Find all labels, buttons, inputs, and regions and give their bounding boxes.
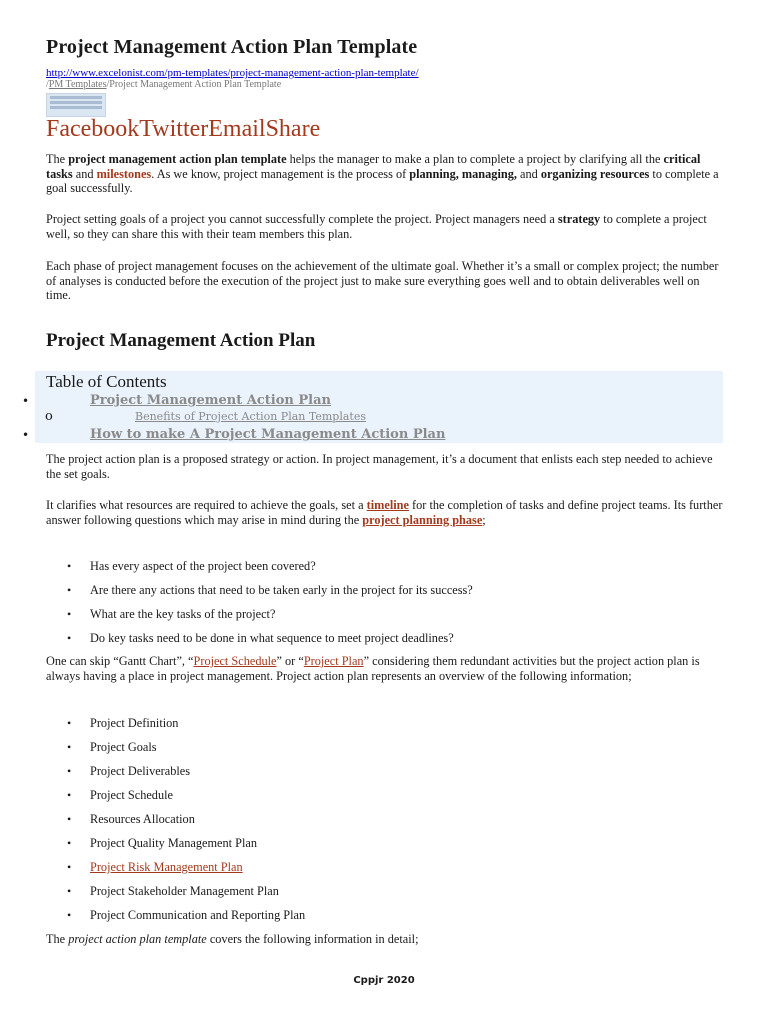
project-plan-link[interactable]: Project Plan [303, 654, 364, 668]
list-item: • Project Quality Management Plan [67, 836, 257, 850]
overview-paragraph: One can skip “Gantt Chart”, “Project Schedule” or “Project Plan” considering them redundant activities but the project action plan is always having a place in project management. Project action plan represents an overview of the following information; [46, 654, 700, 683]
bold-term: organizing resources [540, 166, 650, 181]
template-thumbnail-image [46, 93, 106, 117]
questions-list [0, 554, 473, 650]
list-item: • Has every aspect of the project been covered? [67, 559, 316, 573]
list-item: • Project Stakeholder Management Plan [67, 884, 279, 898]
bold-term: planning, managing, [409, 166, 517, 181]
list-item: • Project Definition [67, 716, 179, 730]
bold-term: project management action plan template [68, 152, 287, 166]
list-item: • Project Communication and Reporting Plan [67, 908, 306, 922]
bold-term: critical tasks [46, 152, 701, 181]
information-list [0, 711, 305, 927]
breadcrumb-link-pm-templates[interactable]: PM Templates [48, 79, 107, 90]
toc-bullet: • [22, 428, 30, 442]
breadcrumb-separator: / [46, 79, 49, 90]
resources-paragraph: It clarifies what resources are required to achieve the goals, set a timeline for the completion of tasks and define project teams. Its further answer following questions which may arise in mind during the project planning phase; [46, 498, 723, 527]
toc-link-action-plan[interactable]: Project Management Action Plan [90, 393, 331, 408]
italic-term: project action plan template [68, 932, 207, 946]
toc-link-benefits[interactable]: Benefits of Project Action Plan Templates [135, 410, 366, 423]
closing-paragraph: The project action plan template covers the following information in detail; [46, 932, 419, 946]
project-planning-phase-link[interactable]: project planning phase [362, 512, 483, 527]
toc-bullet: • [22, 394, 30, 408]
breadcrumb-current: /Project Management Action Plan Template [106, 79, 282, 90]
strategy-paragraph: Project setting goals of a project you cannot successfully complete the project. Project managers need a strategy to complete a project well, so they can share this with their team members this plan. [46, 212, 707, 241]
list-item: • Project Goals [67, 740, 157, 754]
bold-term: strategy [557, 212, 601, 226]
page-footer: Cppjr 2020 [353, 975, 415, 986]
risk-management-plan-link[interactable]: Project Risk Management Plan [90, 860, 243, 874]
toc-link-how-to-make[interactable]: How to make A Project Management Action Plan [90, 427, 446, 442]
list-item: • Are there any actions that need to be taken early in the project for its success? [67, 583, 473, 597]
section-heading: Project Management Action Plan [46, 330, 316, 351]
toc-sub-bullet: o [45, 409, 53, 424]
list-item: • Project Schedule [67, 788, 173, 802]
table-of-contents [22, 371, 723, 443]
breadcrumb [46, 79, 281, 90]
intro-paragraph: The project management action plan template helps the manager to make a plan to complete a project by clarifying all the critical tasks and milestones. As we know, project management is the process of planning, managing, and organizing resources to complete a goal successfully. [46, 152, 719, 196]
timeline-link[interactable]: timeline [366, 498, 409, 512]
list-item: • What are the key tasks of the project? [67, 607, 276, 621]
list-item: • Do key tasks need to be done in what sequence to meet project deadlines? [67, 631, 454, 645]
list-item: • Project Deliverables [67, 764, 191, 778]
list-item[interactable]: • Project Risk Management Plan [67, 860, 243, 874]
list-item: • Resources Allocation [67, 812, 195, 826]
toc-title: Table of Contents [46, 372, 167, 391]
page-title: Project Management Action Plan Template [46, 36, 418, 58]
phases-paragraph: Each phase of project management focuses on the achievement of the ultimate goal. Whether it’s a small or complex project; the number of analyses is conducted before the execution of the project just to make sure everything goes well and to obtain deliverables well on time. [46, 259, 719, 303]
social-share-links[interactable]: FacebookTwitterEmailShare [46, 116, 321, 142]
definition-paragraph: The project action plan is a proposed strategy or action. In project management, it’s a document that enlists each step needed to achieve the set goals. [46, 452, 713, 481]
milestones-highlight: milestones [96, 166, 152, 181]
source-url-link[interactable]: http://www.excelonist.com/pm-templates/project-management-action-plan-template/ [46, 67, 419, 79]
project-schedule-link[interactable]: Project Schedule [193, 654, 277, 668]
